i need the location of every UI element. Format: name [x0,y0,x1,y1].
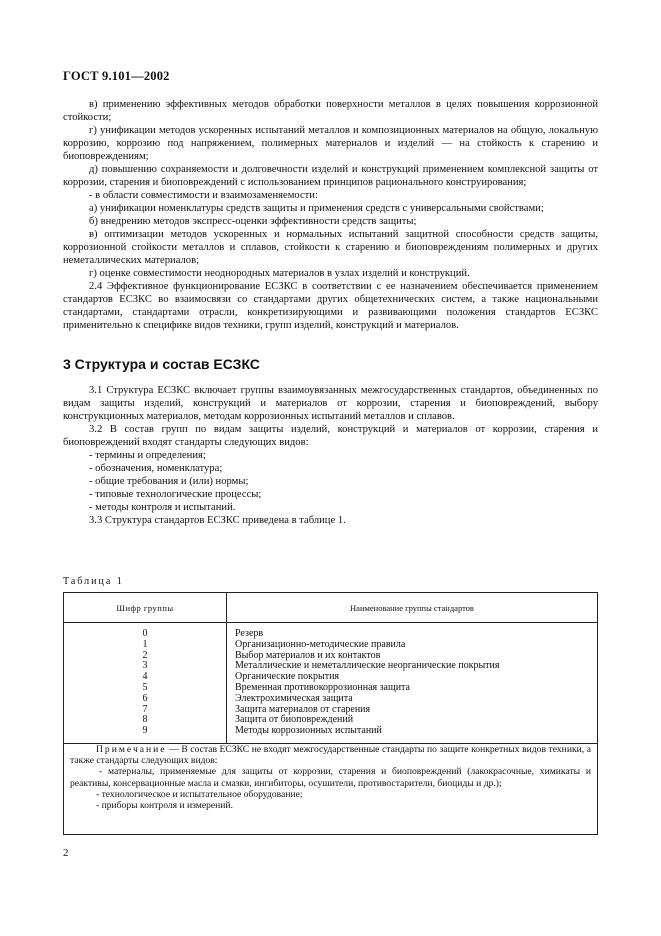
body-text-top [63,98,598,332]
table-header-code: Шифр группы [64,593,227,622]
list-item: - методы контроля и испытаний. [89,502,236,513]
table-cell-code: 5 [142,681,148,693]
note-text: — В состав ЕСЗКС не входят межгосударственные стандарты по защите конкретных видов техники, а также стандарты следующих видов: [70,744,591,767]
paragraph-3-2: 3.2 В состав групп по видам защиты изделий, конструкций и материалов от коррозии, старения и биоповреждений входят стандарты следующих видов: [63,424,598,448]
table-cell-name: Защита от биоповреждений [235,714,354,726]
paragraph: в) применению эффективных методов обработки поверхности металлов в целях повышения коррозионной стойкости; [63,99,598,123]
table-cell-code: 1 [142,638,148,650]
table-cell-code: 4 [142,671,148,683]
table-cell-code: 0 [142,628,148,639]
note-item: - материалы, применяемые для защиты от коррозии, старения и биоповреждений (лакокрасочные, химикаты и реактивы, консервационные масла и смазки, ингибиторы, осушители, противостарители, биоциды и др.); [70,766,591,789]
paragraph: б) внедрению методов экспресс-оценки эффективности средств защиты; [89,216,417,227]
table-cell-name: Выбор материалов и их контактов [235,649,381,661]
note-item: - технологическое и испытательное оборудование; [96,788,303,800]
list-item: - термины и определения; [89,450,206,461]
table-cell-name: Методы коррозионных испытаний [235,725,382,737]
table-cell-code: 7 [142,703,148,715]
paragraph-3-3: 3.3 Структура стандартов ЕСЗКС приведена в таблице 1. [89,515,346,526]
paragraph: в) оптимизации методов ускоренных и нормальных испытаний защитной способности средств защиты, коррозионной стойкости металлов и сплавов, стойкости к старению и биоповреждениям полимерных и других неметаллических материалов; [63,229,598,266]
table-cell-name: Электрохимическая защита [235,692,353,704]
table-cell-name: Защита материалов от старения [235,703,371,715]
table-codes-column [64,629,226,737]
table-cell-name: Металлические и неметаллические неорганические покрытия [235,660,500,672]
table-header-name: Наименование группы стандартов [350,602,474,613]
table-1 [63,592,598,835]
table-cell-name: Временная противокоррозионная защита [235,681,410,693]
table-cell-code: 6 [142,692,148,704]
note-label: Примечание [96,744,167,755]
paragraph: г) оценке совместимости неоднородных материалов в узлах изделий и конструкций. [89,268,470,279]
table-cell-code: 8 [142,714,148,726]
section-3-heading: 3 Структура и состав ЕСЗКС [63,356,260,372]
table-header-row [64,593,597,623]
list-item: - общие требования и (или) нормы; [89,476,249,487]
paragraph: д) повышению сохраняемости и долговечности изделий и конструкций применением комплексной защиты от коррозии, старения и биоповреждений с использованием принципов рационального конструирования; [63,164,598,188]
list-item: - типовые технологические процессы; [89,489,262,500]
table-cell-name: Организационно-методические правила [235,638,406,650]
section-3-body [63,384,598,527]
table-cell-code: 9 [142,725,148,737]
table-cell-code: 3 [142,660,148,672]
page-number: 2 [63,847,69,859]
paragraph: - в области совместимости и взаимозаменяемости: [89,190,318,201]
paragraph: а) унификации номенклатуры средств защиты и применения средств с универсальными свойствами; [89,203,544,214]
paragraph-3-1: 3.1 Структура ЕСЗКС включает группы взаимоувязанных межгосударственных стандартов, объединенных по видам защиты изделий, конструкций и материалов от коррозии, старения и биоповреждений, выбору конструкционных материалов, методам коррозионных испытаний металлов и сплавов. [63,385,598,422]
list-item: - обозначения, номенклатура; [89,463,223,474]
note-item: - приборы контроля и измерений. [96,800,233,812]
paragraph-2-4: 2.4 Эффективное функционирование ЕСЗКС в соответствии с ее назначением обеспечивается применением стандартов ЕСЗКС во взаимосвязи со стандартами других общетехнических систем, а также национальными стандартами, стандартами отрасли, конкретизирующими и развивающими положения стандартов ЕСЗКС применительно к специфике видов техники, групп изделий, конструкций и материалов. [63,281,598,331]
table-names-column [235,629,590,737]
column-divider [226,622,227,743]
table-cell-name: Органические покрытия [235,671,340,683]
table-cell-name: Резерв [235,628,264,639]
paragraph: г) унификации методов ускоренных испытаний металлов и композиционных материалов на общую, локальную коррозию, коррозию под напряжением, полимерных материалов и изделий — на стойкость к старению и биоповреждениям; [63,125,598,162]
document-header: ГОСТ 9.101—2002 [63,69,170,83]
table-cell-code: 2 [142,649,148,661]
table-caption: Таблица 1 [63,576,124,587]
table-note [64,744,597,811]
table-body [64,622,597,744]
